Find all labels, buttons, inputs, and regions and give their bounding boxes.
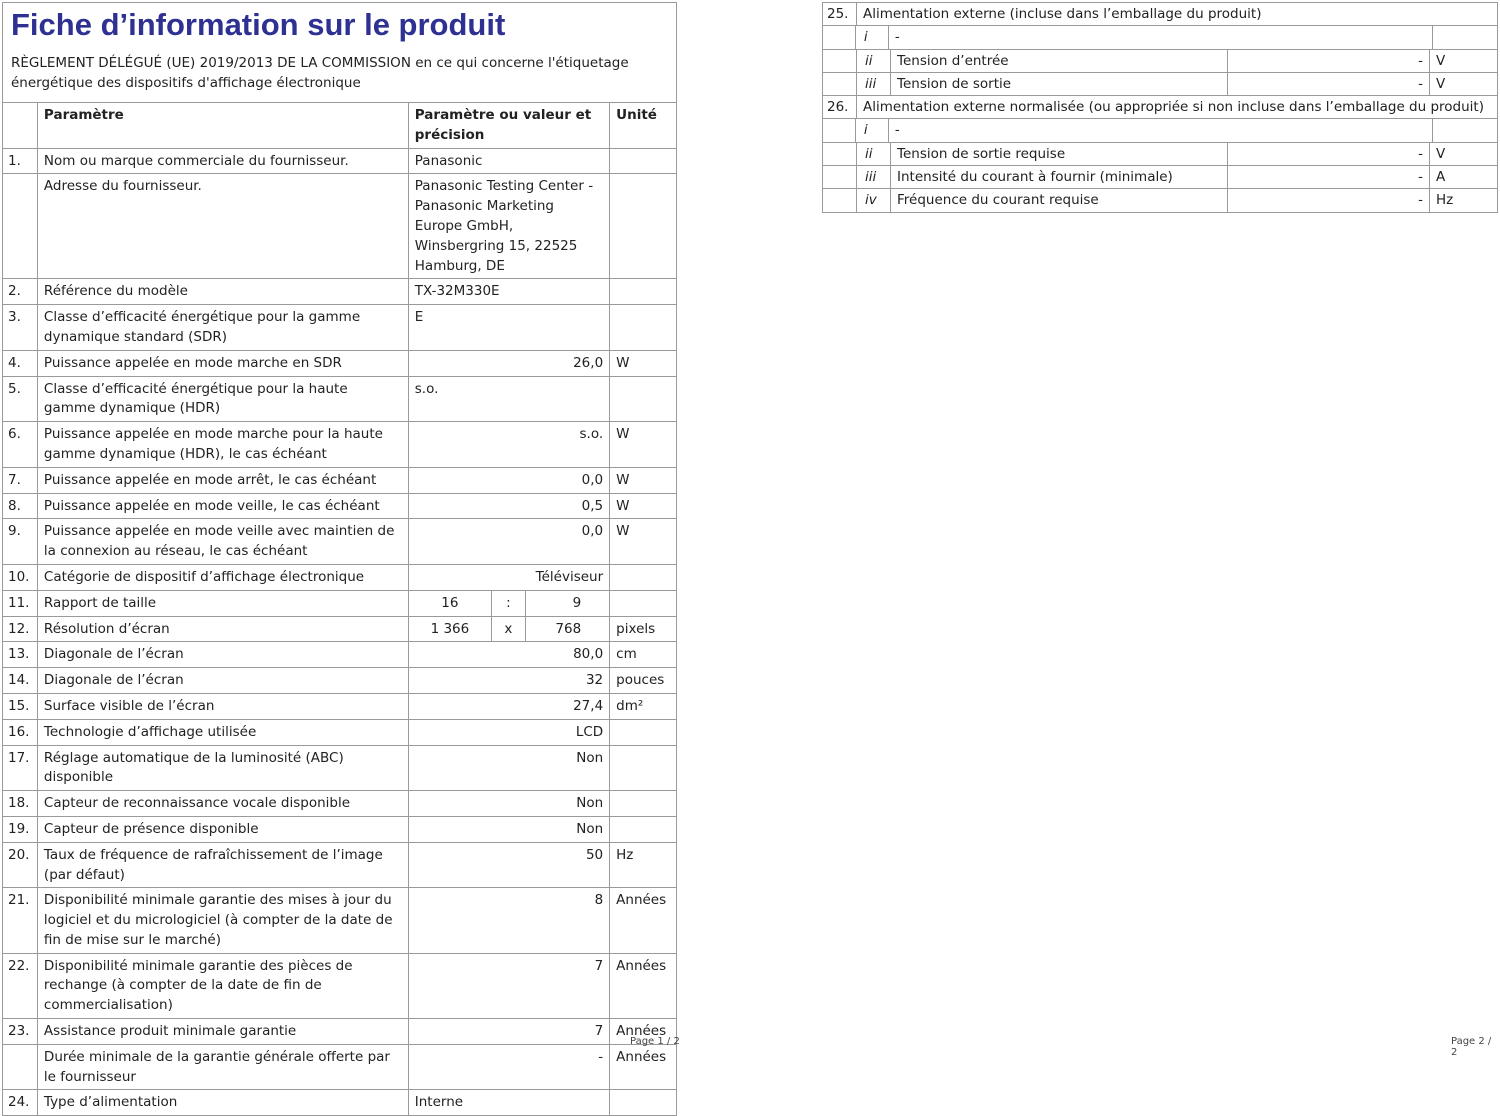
- row-parameter: Puissance appelée en mode marche pour la haute gamme dynamique (HDR), le cas échéant: [38, 422, 409, 467]
- table-row: [3, 421, 676, 467]
- item-25-label: Alimentation externe (incluse dans l’emballage du produit): [863, 6, 1262, 22]
- item-26-number: 26.: [823, 96, 857, 118]
- item-25-i-row: [823, 25, 1497, 48]
- row-value: Non: [409, 746, 610, 791]
- item-26-iii-text: Intensité du courant à fournir (minimale): [891, 166, 1228, 188]
- row-unit: Années: [616, 892, 667, 909]
- row-parameter: Durée minimale de la garantie générale offerte par le fournisseur: [38, 1045, 409, 1090]
- row-unit: [610, 791, 676, 816]
- row-parameter: Capteur de présence disponible: [38, 817, 409, 842]
- row-value: 7: [409, 954, 610, 1018]
- row-unit: pixels: [616, 620, 656, 637]
- row-unit: [610, 174, 676, 278]
- row-number: 17.: [3, 746, 38, 791]
- table-row: [3, 887, 676, 952]
- row-unit: dm²: [616, 697, 644, 714]
- item-25-ii-value: -: [1228, 50, 1430, 72]
- header-num-cell: [3, 103, 38, 148]
- item-25-ii-label: ii: [857, 50, 891, 72]
- table-row: [3, 148, 676, 174]
- item-26-iv-row: [823, 188, 1497, 211]
- page-2-footer: Page 2 / 2: [1451, 1036, 1492, 1058]
- table-row: [3, 590, 676, 616]
- row-number: 7.: [3, 468, 38, 493]
- item-26-ii-value: -: [1228, 143, 1430, 165]
- row-parameter: Rapport de taille: [38, 591, 409, 616]
- item-26-iv-label: iv: [857, 189, 891, 211]
- page-1-footer: Page 1 / 2: [630, 1036, 680, 1047]
- row-number: 15.: [3, 694, 38, 719]
- row-value-separator: :: [492, 591, 526, 616]
- row-value-pair: [409, 617, 610, 642]
- table-row: [3, 304, 676, 350]
- row-parameter: Classe d’efficacité énergétique pour la gamme dynamique standard (SDR): [38, 305, 409, 350]
- item-26-i-row: [823, 118, 1497, 141]
- table-row: [3, 616, 676, 642]
- item-25-i-value: -: [889, 26, 1433, 48]
- row-number: 19.: [3, 817, 38, 842]
- row-number: 20.: [3, 843, 38, 888]
- page-title: Fiche d’information sur le produit: [11, 7, 506, 42]
- row-value: 0,0: [409, 519, 610, 564]
- row-unit: W: [616, 497, 630, 514]
- row-parameter: Puissance appelée en mode marche en SDR: [38, 351, 409, 376]
- row-unit: W: [616, 426, 630, 443]
- item-26-i-value: -: [889, 119, 1433, 141]
- table-row: [3, 1089, 676, 1115]
- item-26-iii-label: iii: [857, 166, 891, 188]
- table-row: [3, 641, 676, 667]
- row-value: s.o.: [409, 422, 610, 467]
- row-number: [3, 1045, 38, 1090]
- table-row: [3, 493, 676, 519]
- row-value: LCD: [409, 720, 610, 745]
- row-unit: W: [616, 523, 630, 540]
- row-unit: [610, 591, 676, 616]
- header-value: Paramètre ou valeur et précision: [409, 103, 610, 148]
- row-value: TX-32M330E: [409, 279, 610, 304]
- product-info-sheet-page-2: [822, 2, 1498, 213]
- item-25-ii-row: [823, 49, 1497, 72]
- row-number: 11.: [3, 591, 38, 616]
- row-parameter: Technologie d’affichage utilisée: [38, 720, 409, 745]
- item-26-iii-unit: A: [1436, 169, 1446, 186]
- item-26-label: Alimentation externe normalisée (ou appropriée si non incluse dans l’emballage du produit): [863, 99, 1484, 116]
- row-unit: W: [616, 354, 630, 371]
- item-25-iii-unit: V: [1436, 75, 1446, 92]
- table-row: [3, 842, 676, 888]
- row-parameter: Catégorie de dispositif d’affichage électronique: [38, 565, 409, 590]
- item-25-iii-row: [823, 72, 1497, 95]
- row-unit: [610, 279, 676, 304]
- row-value: 32: [409, 668, 610, 693]
- row-parameter: Puissance appelée en mode veille, le cas échéant: [38, 494, 409, 519]
- row-unit: [610, 720, 676, 745]
- row-parameter: Capteur de reconnaissance vocale disponible: [38, 791, 409, 816]
- header-param: Paramètre: [38, 103, 409, 148]
- row-value-second: 768: [555, 620, 582, 637]
- row-value: Panasonic: [409, 149, 610, 174]
- row-number: 2.: [3, 279, 38, 304]
- table-header-row: [3, 103, 676, 148]
- row-parameter: Diagonale de l’écran: [38, 668, 409, 693]
- row-number: 24.: [3, 1090, 38, 1115]
- table-row: [3, 816, 676, 842]
- item-26-row: [823, 95, 1497, 118]
- row-number: 23.: [3, 1019, 38, 1044]
- row-unit: [610, 1090, 676, 1115]
- row-parameter: Type d’alimentation: [38, 1090, 409, 1115]
- item-26-iii-value: -: [1228, 166, 1430, 188]
- row-parameter: Puissance appelée en mode veille avec maintien de la connexion au réseau, le cas échéant: [38, 519, 409, 564]
- row-value: 7: [409, 1019, 610, 1044]
- table-row: [3, 953, 676, 1018]
- row-number: 9.: [3, 519, 38, 564]
- row-parameter: Disponibilité minimale garantie des mises à jour du logiciel et du micrologiciel (à compter de la date de fin de mise sur le marché): [38, 888, 409, 952]
- row-value: Non: [409, 817, 610, 842]
- row-number: 16.: [3, 720, 38, 745]
- row-parameter: Réglage automatique de la luminosité (ABC) disponible: [38, 746, 409, 791]
- item-26-ii-text: Tension de sortie requise: [891, 143, 1228, 165]
- row-number: 12.: [3, 617, 38, 642]
- row-value: 50: [409, 843, 610, 888]
- row-unit: [610, 746, 676, 791]
- item-26-iii-row: [823, 165, 1497, 188]
- header-unit: Unité: [616, 107, 657, 123]
- row-number: 3.: [3, 305, 38, 350]
- row-value: 0,5: [409, 494, 610, 519]
- row-unit: [610, 817, 676, 842]
- row-value: Interne: [409, 1090, 610, 1115]
- row-parameter: Taux de fréquence de rafraîchissement de l’image (par défaut): [38, 843, 409, 888]
- item-25-ii-unit: V: [1436, 52, 1446, 69]
- row-parameter: Résolution d’écran: [38, 617, 409, 642]
- product-info-sheet-page-1: [2, 2, 677, 1116]
- table-row: [3, 745, 676, 791]
- row-number: 22.: [3, 954, 38, 1018]
- table-row: [3, 719, 676, 745]
- row-number: 13.: [3, 642, 38, 667]
- item-26-iv-value: -: [1228, 189, 1430, 211]
- row-value: E: [409, 305, 610, 350]
- item-26-iv-unit: Hz: [1436, 192, 1454, 209]
- row-unit: Hz: [616, 846, 634, 863]
- item-25-i-label: i: [856, 26, 889, 48]
- item-26-ii-label: ii: [857, 143, 891, 165]
- row-parameter: Puissance appelée en mode arrêt, le cas échéant: [38, 468, 409, 493]
- row-parameter: Nom ou marque commerciale du fournisseur.: [38, 149, 409, 174]
- row-value: -: [409, 1045, 610, 1090]
- row-value-second: 9: [572, 594, 582, 611]
- table-row: [3, 564, 676, 590]
- table-row: [3, 467, 676, 493]
- row-value-pair: [409, 591, 610, 616]
- table-row: [3, 518, 676, 564]
- row-unit: [610, 565, 676, 590]
- item-25-row: [823, 3, 1497, 25]
- row-unit: Années: [616, 1023, 667, 1040]
- row-number: 21.: [3, 888, 38, 952]
- row-value: 26,0: [409, 351, 610, 376]
- row-value: Téléviseur: [409, 565, 610, 590]
- item-26-ii-unit: V: [1436, 145, 1446, 162]
- item-25-iii-text: Tension de sortie: [891, 73, 1228, 95]
- row-parameter: Référence du modèle: [38, 279, 409, 304]
- row-unit: [610, 377, 676, 422]
- row-parameter: Diagonale de l’écran: [38, 642, 409, 667]
- row-value-first: 1 366: [409, 617, 492, 642]
- row-number: 4.: [3, 351, 38, 376]
- row-number: 1.: [3, 149, 38, 174]
- table-row: [3, 790, 676, 816]
- document-header: [3, 3, 676, 103]
- row-value: 27,4: [409, 694, 610, 719]
- row-unit: Années: [616, 1048, 667, 1065]
- row-parameter: Disponibilité minimale garantie des pièces de rechange (à compter de la date de fin de commercialisation): [38, 954, 409, 1018]
- item-26-ii-row: [823, 142, 1497, 165]
- table-row: [3, 278, 676, 304]
- parameter-table: [3, 103, 676, 1115]
- item-25-iii-value: -: [1228, 73, 1430, 95]
- row-value: 0,0: [409, 468, 610, 493]
- row-unit: Années: [616, 957, 667, 974]
- item-25-iii-label: iii: [857, 73, 891, 95]
- table-row: [3, 1044, 676, 1090]
- row-unit: [610, 149, 676, 174]
- row-number: 14.: [3, 668, 38, 693]
- row-parameter: Classe d’efficacité énergétique pour la haute gamme dynamique (HDR): [38, 377, 409, 422]
- row-value-first: 16: [409, 591, 492, 616]
- row-unit: pouces: [616, 672, 665, 689]
- row-parameter: Adresse du fournisseur.: [38, 174, 409, 278]
- regulation-subtitle: RÈGLEMENT DÉLÉGUÉ (UE) 2019/2013 DE LA COMMISSION en ce qui concerne l'étiquetage énergétique des dispositifs d'affichage électronique: [11, 55, 629, 91]
- row-value-separator: x: [492, 617, 526, 642]
- row-unit: W: [616, 471, 630, 488]
- item-25-ii-text: Tension d’entrée: [891, 50, 1228, 72]
- table-row: [3, 667, 676, 693]
- row-number: 6.: [3, 422, 38, 467]
- row-value: s.o.: [409, 377, 610, 422]
- row-number: 10.: [3, 565, 38, 590]
- row-parameter: Surface visible de l’écran: [38, 694, 409, 719]
- item-25-number: 25.: [823, 3, 857, 25]
- row-unit: cm: [616, 646, 637, 663]
- row-value: 8: [409, 888, 610, 952]
- row-value: Panasonic Testing Center - Panasonic Marketing Europe GmbH, Winsbergring 15, 22525 Hamburg, DE: [409, 174, 610, 278]
- row-number: 18.: [3, 791, 38, 816]
- row-unit: [610, 305, 676, 350]
- row-number: 8.: [3, 494, 38, 519]
- row-number: 5.: [3, 377, 38, 422]
- item-26-iv-text: Fréquence du courant requise: [891, 189, 1228, 211]
- table-row: [3, 693, 676, 719]
- row-number: [3, 174, 38, 278]
- table-row: [3, 1018, 676, 1044]
- table-row: [3, 173, 676, 278]
- table-row: [3, 376, 676, 422]
- row-value: Non: [409, 791, 610, 816]
- table-row: [3, 350, 676, 376]
- row-parameter: Assistance produit minimale garantie: [38, 1019, 409, 1044]
- item-26-i-label: i: [856, 119, 889, 141]
- row-value: 80,0: [409, 642, 610, 667]
